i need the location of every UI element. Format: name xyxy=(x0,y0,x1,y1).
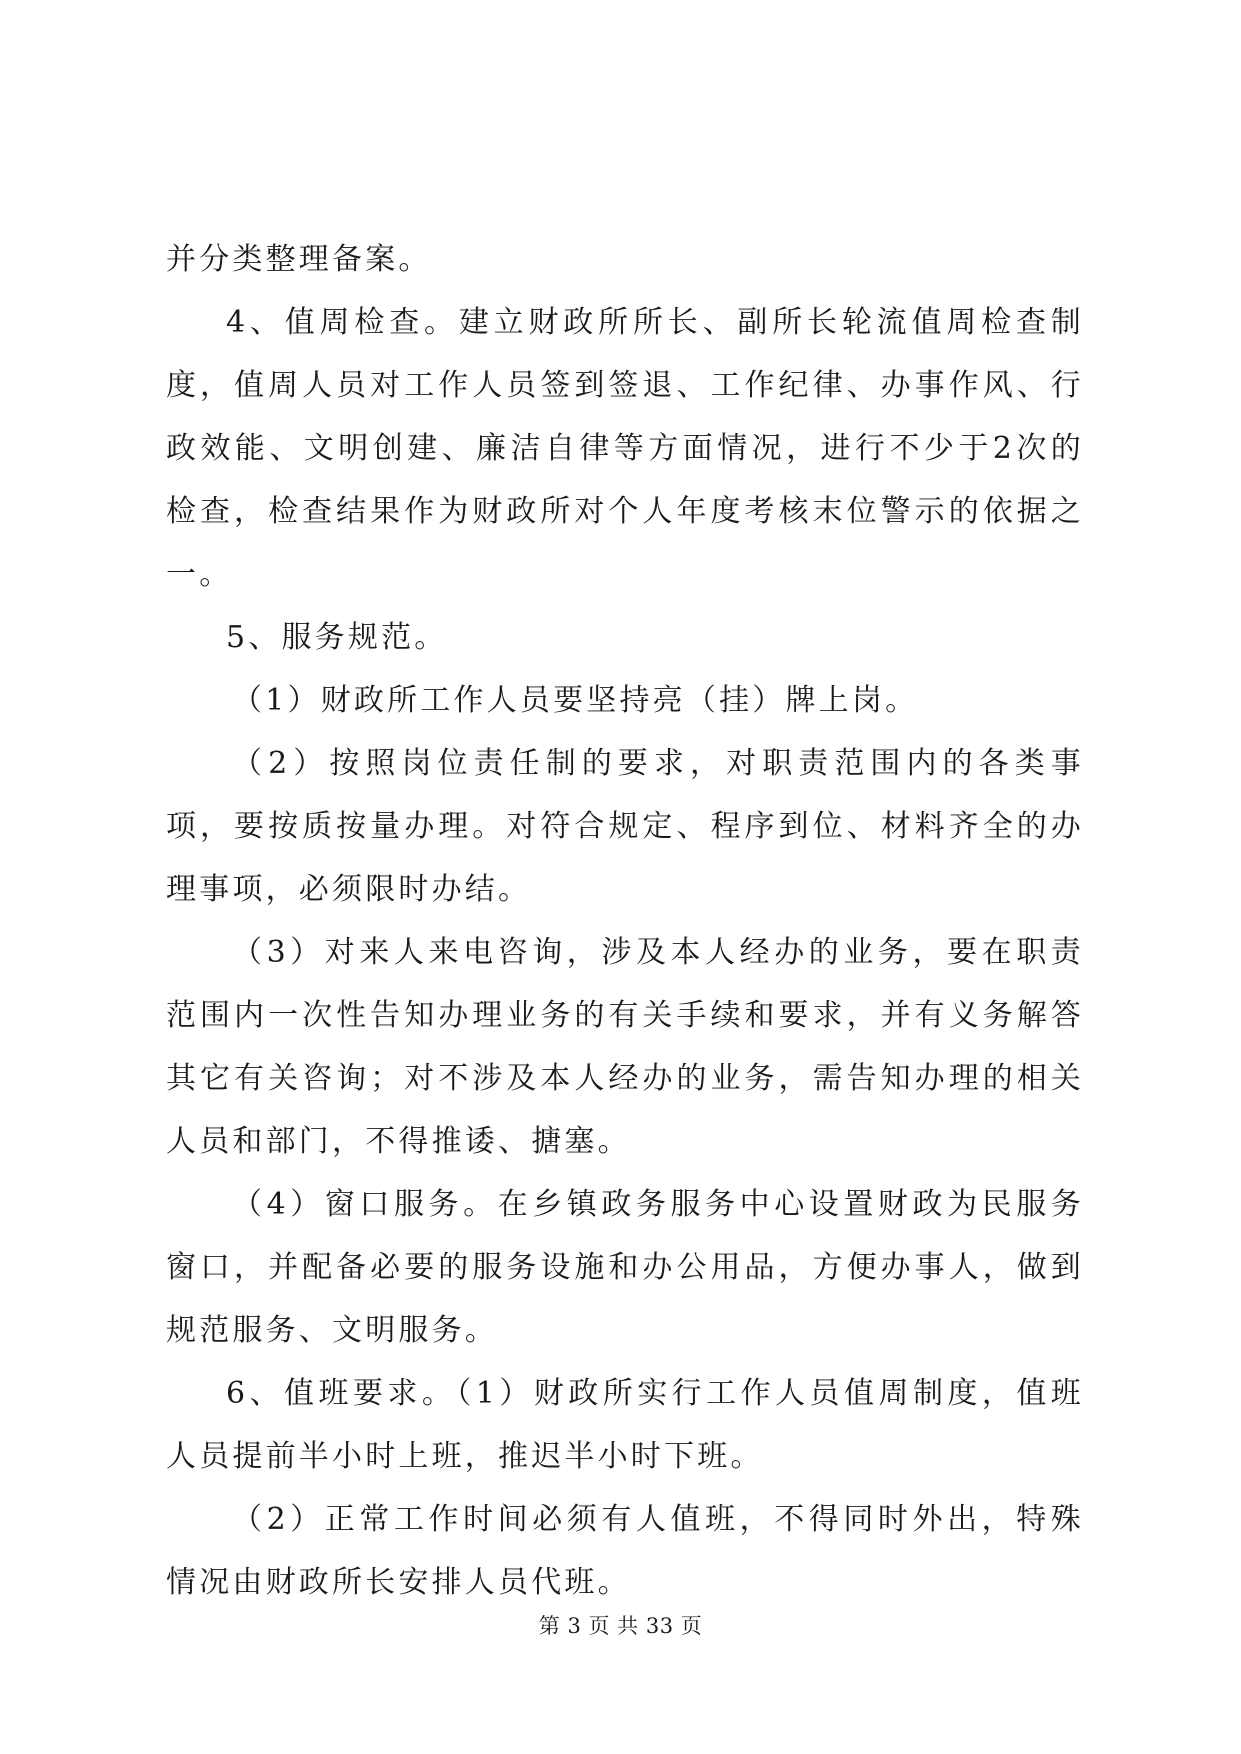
paragraph-item-4: 4、值周检查。建立财政所所长、副所长轮流值周检查制度，值周人员对工作人员签到签退、工作纪律、办事作风、行政效能、文明创建、廉洁自律等方面情况，进行不少于2次的检查，检查结果作为财政所对个人年度考核末位警示的依据之一。 xyxy=(166,305,1084,592)
paragraph-item-6-2: （2）正常工作时间必须有人值班，不得同时外出，特殊情况由财政所长安排人员代班。 xyxy=(166,1502,1084,1600)
paragraph-item-5-1: （1）财政所工作人员要坚持亮（挂）牌上岗。 xyxy=(232,683,919,718)
paragraph-item-5-3: （3）对来人来电咨询，涉及本人经办的业务，要在职责范围内一次性告知办理业务的有关手续和要求，并有义务解答其它有关咨询；对不涉及本人经办的业务，需告知办理的相关人员和部门，不得推诿、搪塞。 xyxy=(166,935,1084,1159)
paragraph-item-5-4: （4）窗口服务。在乡镇政务服务中心设置财政为民服务窗口，并配备必要的服务设施和办公用品，方便办事人，做到规范服务、文明服务。 xyxy=(166,1187,1084,1348)
page-number-footer: 第 3 页 共 33 页 xyxy=(538,1614,703,1638)
paragraph-item-5-2: （2）按照岗位责任制的要求，对职责范围内的各类事项，要按质按量办理。对符合规定、程序到位、材料齐全的办理事项，必须限时办结。 xyxy=(166,746,1084,907)
paragraph-item-5: 5、服务规范。 xyxy=(226,620,448,655)
document-body xyxy=(166,228,1084,1614)
paragraph-item-6: 6、值班要求。（1）财政所实行工作人员值周制度，值班人员提前半小时上班，推迟半小时下班。 xyxy=(166,1376,1084,1474)
paragraph-continuation: 并分类整理备案。 xyxy=(166,242,432,277)
